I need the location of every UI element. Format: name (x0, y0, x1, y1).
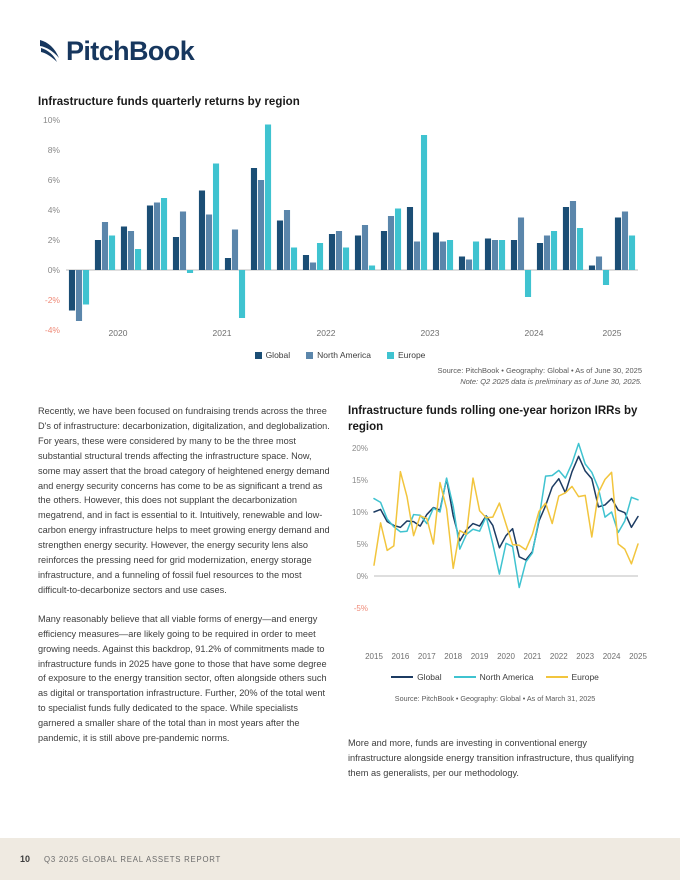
chart1-y-tick: 8% (47, 145, 60, 155)
legend-line-icon (546, 676, 568, 679)
chart1-bar (310, 263, 316, 271)
pitchbook-logo (38, 36, 194, 66)
chart2-year-label: 2015 (365, 652, 383, 661)
chart1-bar (362, 225, 368, 270)
chart2-year-label: 2021 (523, 652, 542, 661)
pitchbook-logo-icon (38, 36, 64, 66)
right-body-column (348, 736, 642, 781)
chart1-bar (485, 239, 491, 271)
chart1-legend-item (255, 350, 291, 360)
chart1-bar (121, 227, 127, 271)
chart1-bar (232, 230, 238, 271)
chart2-legend-label: Global (417, 672, 442, 682)
chart1-bar (622, 212, 628, 271)
chart1-bar (284, 210, 290, 270)
chart2-year-label: 2019 (470, 652, 489, 661)
chart1-y-tick: 0% (47, 265, 60, 275)
chart2-legend (348, 672, 642, 682)
chart1-bar (336, 231, 342, 270)
chart1-bar (95, 240, 101, 270)
chart1-bar (180, 212, 186, 271)
chart1-bar (395, 209, 401, 271)
chart1-bar (213, 164, 219, 271)
chart1-y-tick: -4% (44, 325, 60, 335)
chart1-note-line: Note: Q2 2025 data is preliminary as of June 30, 2025. (460, 376, 642, 386)
legend-swatch-icon (306, 352, 313, 359)
chart1-bar (577, 228, 583, 270)
chart2-y-tick: -5% (353, 604, 368, 613)
footer-report-title: Q3 2025 GLOBAL REAL ASSETS REPORT (44, 854, 222, 864)
chart1-bar (102, 222, 108, 270)
chart2-legend-item (454, 672, 534, 682)
chart1-bar (369, 266, 375, 271)
chart1-bar (277, 221, 283, 271)
chart1-bar (440, 242, 446, 271)
chart1-bar (76, 270, 82, 321)
chart1-bar (147, 206, 153, 271)
chart1-bar (525, 270, 531, 297)
chart2-legend-item (546, 672, 599, 682)
chart1-bar (251, 168, 257, 270)
chart1-bar (511, 240, 517, 270)
legend-swatch-icon (255, 352, 262, 359)
chart2-legend-label: North America (479, 672, 534, 682)
chart1-bar (355, 236, 361, 271)
chart1-bar (518, 218, 524, 271)
chart1-bar (381, 231, 387, 270)
chart2-y-tick: 5% (356, 540, 368, 549)
chart1-bar (537, 243, 543, 270)
chart2-y-tick: 0% (356, 572, 368, 581)
chart1-y-tick: 6% (47, 175, 60, 185)
chart2-source: Source: PitchBook • Geography: Global • As of March 31, 2025 (394, 694, 596, 703)
chart1-bar (265, 125, 271, 271)
chart2-legend-label: Europe (571, 672, 599, 682)
chart1-bar (603, 270, 609, 285)
chart1-bar (128, 231, 134, 270)
chart1-bar (343, 248, 349, 271)
body-paragraph-2: Many reasonably believe that all viable forms of energy—and energy efficiency measures—are likely going to be required in order to meet growing needs. Against this backdrop, 91.2% of commitments made to infrastructure funds in 2025 have gone to those that have some degree of exposure to the energy transition sector, often alongside others such as digital or transportation infrastructure. Further, 20% of the total went to specialist funds fully dedicated to the space. While specialists garnered a smaller share of the total than in most years after the pandemic, it is still above pre-pandemic norms. (38, 613, 327, 744)
chart1-year-label: 2024 (524, 328, 544, 338)
chart1-bar (83, 270, 89, 305)
pitchbook-wordmark: PitchBook (66, 35, 195, 66)
chart1-year-label: 2023 (420, 328, 440, 338)
chart2-year-label: 2020 (497, 652, 515, 661)
chart1-bar (173, 237, 179, 270)
chart2-y-tick: 20% (351, 444, 368, 453)
chart1-year-label: 2022 (316, 328, 336, 338)
rolling-irr-line-chart (348, 442, 642, 642)
chart2-y-tick: 15% (351, 476, 368, 485)
legend-line-icon (391, 676, 413, 679)
chart1-bar (459, 257, 465, 271)
body-paragraph-1: Recently, we have been focused on fundraising trends across the three D's of infrastructure: decarbonization, digitalization, and deglobalization. For years, these were considered by many to be the three most substantial structural trends affecting the infrastructure space. Now, some may assert that the broad category of heightened energy demand and energy security concerns has come to be as significant a trend as the others. However, this does not supplant the decarbonization megatrend, and in fact is essential to it. Intuitively, renewable and low-carbon energy infrastructure helps to meet growing energy demand and strengthen energy security. However, the energy security lens also reinforces the pressing need for grid modernization, energy storage infrastructure, and a funneling of fossil fuel resources to the most difficult-to-decarbonize sectors and use cases. (38, 406, 330, 595)
chart1-bar (109, 236, 115, 271)
chart2-series-line (374, 444, 638, 588)
chart1-bar (421, 135, 427, 270)
chart1-bar (499, 240, 505, 270)
chart1-bar (317, 243, 323, 270)
chart1-bar (563, 207, 569, 270)
chart1-bar (329, 234, 335, 270)
body-paragraph-3: More and more, funds are investing in conventional energy infrastructure alongside energy transition infrastructure, thus qualifying them as generalists, per our methodology. (348, 738, 634, 778)
chart1-year-label: 2025 (602, 328, 622, 338)
quarterly-returns-bar-chart (38, 116, 642, 336)
chart2-year-label: 2017 (417, 652, 436, 661)
footer-page-number: 10 (20, 854, 31, 864)
chart2-year-label: 2022 (549, 652, 568, 661)
page-footer (0, 838, 680, 880)
chart1-bar (433, 233, 439, 271)
chart1-bar (629, 236, 635, 271)
chart1-bar (225, 258, 231, 270)
chart1-y-tick: 10% (42, 116, 60, 125)
chart1-legend (0, 350, 680, 360)
chart1-bar (551, 231, 557, 270)
chart1-bar (206, 215, 212, 271)
chart1-y-tick: 2% (47, 235, 60, 245)
chart1-bar (154, 203, 160, 271)
chart1-x-axis (38, 328, 642, 344)
chart1-bar (492, 240, 498, 270)
chart2-year-label: 2025 (629, 652, 647, 661)
chart1-year-label: 2021 (212, 328, 232, 338)
chart1-bar (258, 180, 264, 270)
chart2-x-axis (348, 652, 647, 666)
chart2-year-label: 2018 (444, 652, 463, 661)
chart1-bar (161, 198, 167, 270)
chart1-bar (187, 270, 193, 273)
chart1-legend-label: Global (265, 350, 291, 360)
chart1-bar (615, 218, 621, 271)
chart1-bar (596, 257, 602, 271)
chart1-bar (466, 260, 472, 271)
chart2-legend-item (391, 672, 442, 682)
legend-line-icon (454, 676, 476, 679)
chart2-year-label: 2024 (602, 652, 621, 661)
chart1-legend-item (306, 350, 371, 360)
chart1-bar (414, 242, 420, 271)
chart2-series-line (374, 472, 638, 569)
chart1-bar (291, 248, 297, 271)
chart1-bar (473, 242, 479, 271)
chart1-bar (303, 255, 309, 270)
chart1-legend-item (387, 350, 425, 360)
chart1-bar (135, 249, 141, 270)
chart2-title: Infrastructure funds rolling one-year horizon IRRs by region (348, 405, 638, 433)
chart1-source-line: Source: PitchBook • Geography: Global • As of June 30, 2025 (437, 366, 642, 375)
chart1-y-tick: -2% (44, 295, 60, 305)
chart1-bar (388, 216, 394, 270)
chart1-bar (69, 270, 75, 311)
chart1-bar (239, 270, 245, 318)
chart2-year-label: 2016 (391, 652, 410, 661)
chart1-y-tick: 4% (47, 205, 60, 215)
chart1-legend-label: Europe (398, 350, 426, 360)
legend-swatch-icon (387, 352, 394, 359)
chart2-y-tick: 10% (351, 508, 368, 517)
chart1-year-label: 2020 (108, 328, 128, 338)
chart1-bar (544, 236, 550, 271)
chart2-year-label: 2023 (576, 652, 595, 661)
chart1-source (437, 366, 642, 388)
chart1-title: Infrastructure funds quarterly returns by region (38, 96, 300, 108)
left-body-column (38, 404, 330, 760)
chart1-bar (407, 207, 413, 270)
chart1-bar (570, 201, 576, 270)
chart1-bar (589, 266, 595, 271)
chart1-bar (447, 240, 453, 270)
chart1-bar (199, 191, 205, 271)
chart1-legend-label: North America (317, 350, 371, 360)
